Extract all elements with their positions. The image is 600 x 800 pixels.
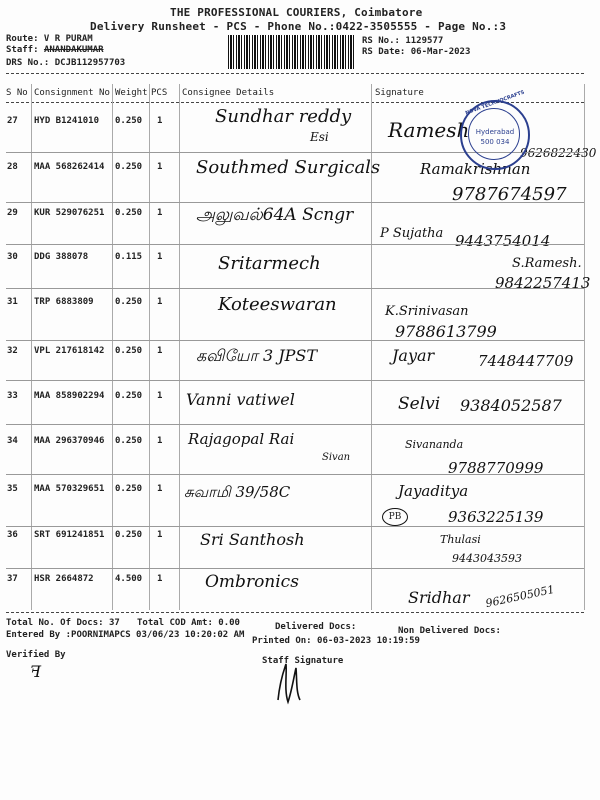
row-consignee: அலுவல்64A Scngr [196, 205, 354, 225]
stamp-city: Hyderabad [475, 128, 515, 136]
row-weight: 4.500 [115, 574, 143, 584]
row-pcs: 1 [157, 391, 163, 401]
row-consignee-extra: Sivan [322, 452, 351, 463]
pb-text: PB [388, 512, 402, 522]
row-weight: 0.250 [115, 162, 143, 172]
drs-number: DRS No.: DCJB112957703 [6, 58, 126, 68]
col-sno: S No [6, 88, 28, 98]
row-weight: 0.250 [115, 208, 143, 218]
row-phone: 9788770999 [448, 459, 544, 477]
row-phone: 9842257413 [495, 274, 591, 292]
row-consignment: SRT 691241851 [34, 530, 105, 540]
row-sno: 30 [7, 252, 18, 262]
row-sno: 34 [7, 436, 18, 446]
row-signature: P Sujatha [380, 226, 444, 241]
row-consignment: HYD B1241010 [34, 116, 100, 126]
col-consignee: Consignee Details [182, 88, 275, 98]
row-phone: 9363225139 [448, 508, 544, 526]
row-sno: 27 [7, 116, 18, 126]
row-consignment: MAA 570329651 [34, 484, 105, 494]
row-consignee-extra: Esi [310, 130, 329, 144]
row-consignment: TRP 6883809 [34, 297, 94, 307]
row-phone: 9787674597 [452, 184, 567, 205]
row-phone: 9443754014 [455, 232, 551, 250]
grid-line [112, 84, 113, 610]
row-weight: 0.250 [115, 297, 143, 307]
header-divider [6, 73, 584, 74]
row-divider [6, 288, 584, 289]
rs-number: RS No.: 1129577 [362, 36, 444, 46]
row-signature: Selvi [398, 394, 441, 414]
row-sno: 33 [7, 391, 18, 401]
pb-circle-mark [382, 508, 408, 526]
grid-line [179, 84, 180, 610]
row-weight: 0.250 [115, 436, 143, 446]
row-pcs: 1 [157, 484, 163, 494]
row-weight: 0.250 [115, 530, 143, 540]
row-consignment: MAA 858902294 [34, 391, 105, 401]
col-consignment: Consignment No [34, 88, 110, 98]
row-consignee: Vanni vatiwel [186, 390, 295, 409]
row-weight: 0.250 [115, 391, 143, 401]
row-phone: 9443043593 [452, 552, 522, 565]
rs-date: RS Date: 06-Mar-2023 [362, 47, 471, 57]
row-pcs: 1 [157, 346, 163, 356]
row-consignee: Southmed Surgicals [196, 157, 381, 178]
grid-line [149, 84, 150, 610]
row-pcs: 1 [157, 530, 163, 540]
row-divider [6, 202, 584, 203]
row-consignment: KUR 529076251 [34, 208, 105, 218]
stamp-name: NOVA TECHNOCRAFTS [464, 89, 526, 117]
company-title: THE PROFESSIONAL COURIERS, Coimbatore [170, 6, 423, 19]
row-phone: 9384052587 [460, 396, 562, 415]
staff-name: ANANDAKUMAR [43, 45, 104, 55]
row-consignee: Sri Santhosh [200, 530, 305, 549]
row-consignee: கவியோ 3 JPST [196, 346, 318, 365]
col-weight: Weight [115, 88, 148, 98]
route-label: Route: V R PURAM [6, 34, 93, 44]
row-consignee: Koteeswaran [218, 294, 337, 315]
row-sno: 28 [7, 162, 18, 172]
printed-on: Printed On: 06-03-2023 10:19:59 [252, 636, 420, 646]
total-cod: Total COD Amt: 0.00 [137, 618, 240, 628]
footer-divider [6, 612, 584, 613]
row-weight: 0.250 [115, 484, 143, 494]
row-consignee: Sundhar reddy [215, 106, 352, 127]
row-divider [6, 380, 584, 381]
entered-by: Entered By :POORNIMAPCS 03/06/23 10:20:02 AM [6, 630, 245, 640]
row-phone: 9626822430 [520, 146, 597, 160]
row-pcs: 1 [157, 208, 163, 218]
row-divider [6, 340, 584, 341]
row-sno: 37 [7, 574, 18, 584]
grid-line [584, 84, 585, 610]
row-divider [6, 244, 584, 245]
row-consignment: DDG 388078 [34, 252, 89, 262]
row-consignee: Ombronics [205, 572, 299, 592]
row-signature: Ramakrishnan [420, 160, 531, 178]
row-consignment: MAA 296370946 [34, 436, 105, 446]
row-phone: 9788613799 [395, 322, 497, 341]
row-divider [6, 526, 584, 527]
row-consignment: VPL 217618142 [34, 346, 105, 356]
row-divider [6, 474, 584, 475]
row-weight: 0.250 [115, 116, 143, 126]
row-signature: Sridhar [408, 588, 470, 607]
row-pcs: 1 [157, 436, 163, 446]
row-sno: 32 [7, 346, 18, 356]
non-delivered-docs: Non Delivered Docs: [398, 626, 501, 636]
company-stamp [460, 89, 530, 170]
row-sno: 35 [7, 484, 18, 494]
row-consignee: Sritarmech [218, 253, 321, 274]
stamp-pin: 500 034 [480, 138, 510, 146]
row-consignee: Rajagopal Rai [188, 430, 295, 448]
row-phone: 7448447709 [478, 352, 574, 370]
col-signature: Signature [375, 88, 424, 98]
delivered-docs: Delivered Docs: [275, 622, 357, 632]
staff-signature-scribble [270, 660, 310, 706]
staff-label-text: Staff: [6, 45, 39, 55]
row-signature: K.Srinivasan [385, 304, 469, 319]
row-consignment: MAA 568262414 [34, 162, 105, 172]
grid-line [31, 84, 32, 610]
row-pcs: 1 [157, 116, 163, 126]
row-phone: 9626505051 [484, 582, 556, 611]
row-sno: 31 [7, 297, 18, 307]
row-pcs: 1 [157, 297, 163, 307]
row-signature: Sivananda [405, 438, 464, 451]
staff-label [6, 45, 104, 55]
verified-by: Verified By [6, 650, 66, 660]
row-sno: 29 [7, 208, 18, 218]
row-divider [6, 568, 584, 569]
row-consignment: HSR 2664872 [34, 574, 94, 584]
col-pcs: PCS [151, 88, 168, 98]
runsheet-subtitle: Delivery Runsheet - PCS - Phone No.:0422-3505555 - Page No.:3 [90, 20, 507, 33]
row-consignee: சுவாமி 39/58C [184, 483, 291, 501]
row-signature: S.Ramesh. [512, 256, 582, 271]
row-signature: Jayar [392, 346, 435, 365]
total-docs: Total No. Of Docs: 37 [6, 618, 120, 628]
row-sno: 36 [7, 530, 18, 540]
verified-signature-mark: ꟻ [30, 662, 42, 681]
row-weight: 0.115 [115, 252, 143, 262]
row-signature: Jayaditya [398, 482, 469, 500]
row-signature: Ramesh [388, 118, 470, 142]
barcode-image [228, 35, 356, 69]
row-divider [6, 424, 584, 425]
row-pcs: 1 [157, 162, 163, 172]
staff-signature-label: Staff Signature [262, 656, 344, 666]
row-pcs: 1 [157, 574, 163, 584]
row-weight: 0.250 [115, 346, 143, 356]
row-pcs: 1 [157, 252, 163, 262]
row-signature: Thulasi [440, 533, 481, 546]
